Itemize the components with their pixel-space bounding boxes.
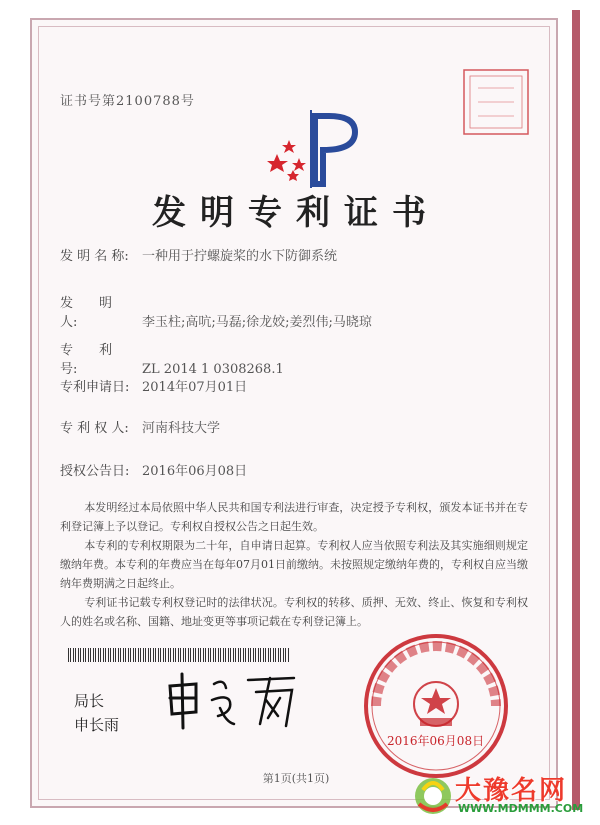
field-value: 2016年06月08日 (142, 464, 248, 479)
patent-office-logo-icon (267, 110, 367, 188)
watermark-url: WWW.MDMMM.COM (458, 802, 584, 815)
field-application-date (60, 376, 247, 395)
field-value: 一种用于拧螺旋桨的水下防御系统 (142, 249, 338, 264)
field-label: 专利申请日: (60, 380, 130, 395)
field-value: 李玉柱;高吭;马磊;徐龙姣;姜烈伟;马晓琼 (142, 315, 372, 330)
field-label: 发 明 人: (60, 296, 139, 330)
field-patentee (60, 417, 220, 436)
field-label: 专 利 号: (60, 343, 139, 377)
body-paragraph: 本发明经过本局依照中华人民共和国专利法进行审查，决定授予专利权，颁发本证书并在专利登记簿上予以登记。专利权自授权公告之日起生效。 (60, 501, 528, 533)
official-seal-icon (362, 632, 510, 780)
field-value: ZL 2014 1 0308268.1 (142, 362, 284, 377)
page-edge-stripe (572, 10, 580, 810)
patent-certificate (30, 18, 558, 808)
field-inventors (60, 292, 372, 330)
certificate-title: 发明专利证书 (152, 193, 440, 233)
signature-icon (162, 668, 302, 734)
director-name: 申长雨 (74, 716, 120, 734)
watermark-brand: 大豫名网 (455, 776, 568, 806)
field-patent-number (60, 339, 284, 377)
field-label: 专 利 权 人: (60, 421, 129, 436)
seal-date: 2016年06月08日 (387, 734, 485, 748)
field-label: 授权公告日: (60, 464, 130, 479)
field-grant-date (60, 460, 247, 479)
body-paragraph: 专利证书记载专利权登记时的法律状况。专利权的转移、质押、无效、终止、恢复和专利权人的姓名或名称、国籍、地址变更等事项记载在专利登记簿上。 (60, 596, 528, 628)
barcode (68, 648, 290, 662)
field-invention-name (60, 245, 337, 264)
field-value: 河南科技大学 (142, 421, 221, 436)
page-number: 第1页(共1页) (262, 772, 330, 785)
field-value: 2014年07月01日 (142, 380, 248, 395)
agency-stamp-icon (460, 66, 532, 138)
certificate-number: 证书号第2100788号 (60, 94, 195, 109)
certificate-body (60, 498, 528, 631)
body-paragraph: 本专利的专利权期限为二十年，自申请日起算。专利权人应当依照专利法及其实施细则规定缴纳年费。本专利的年费应当在每年07月01日前缴纳。未按照规定缴纳年费的，专利权自应当缴纳年费期满之日起终止。 (60, 539, 528, 590)
field-label: 发 明 名 称: (60, 249, 129, 264)
director-title: 局长 (74, 692, 105, 710)
